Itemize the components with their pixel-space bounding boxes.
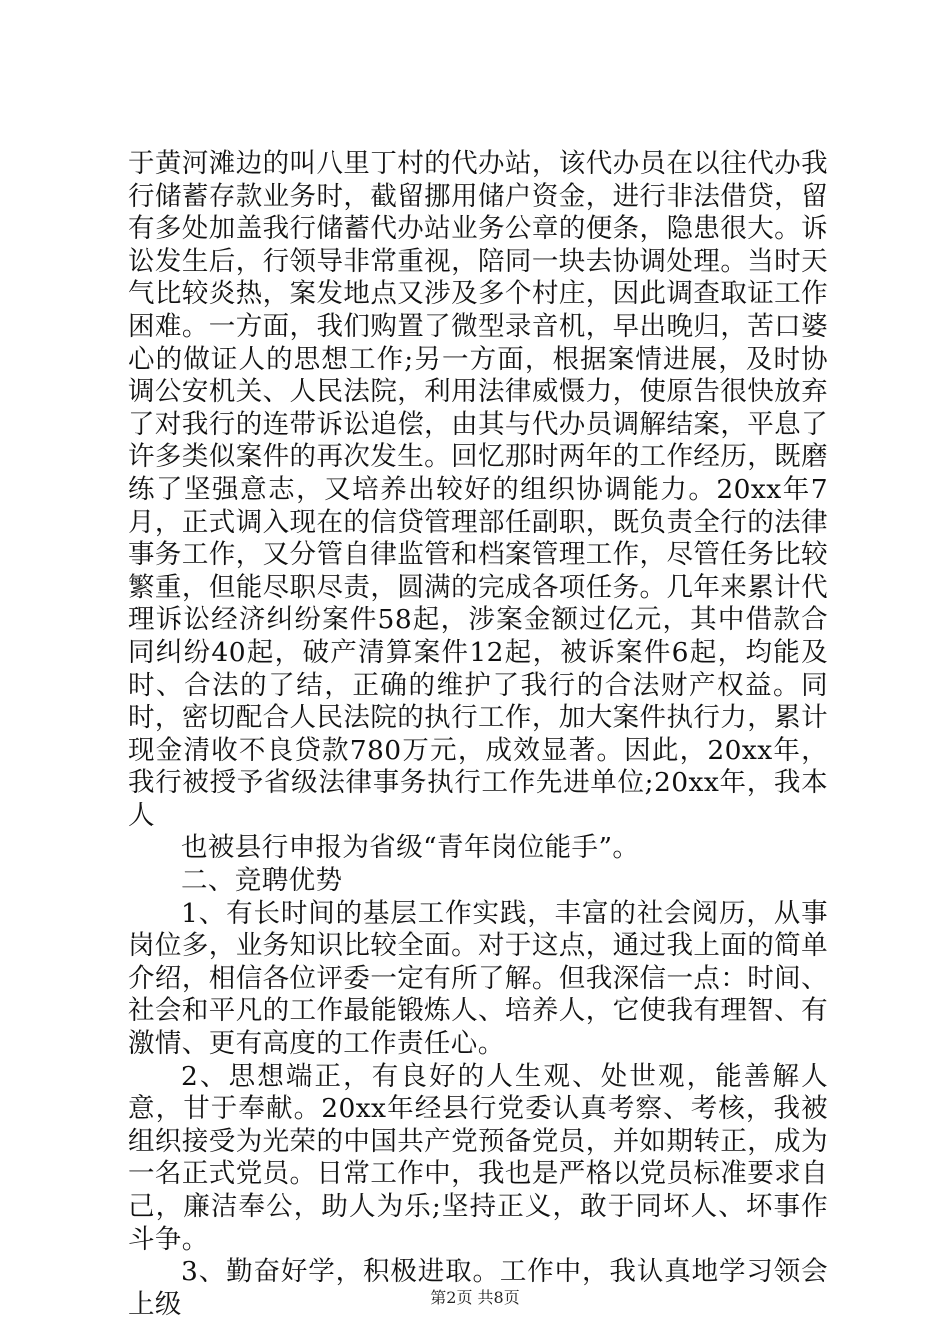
paragraph-case-history: 于黄河滩边的叫八里丁村的代办站，该代办员在以往代办我行储蓄存款业务时，截留挪用储户资金，进行非法借贷，留有多处加盖我行储蓄代办站业务公章的便条，隐患很大。诉讼发生后，行领导非常重视，陪同一块去协调处理。当时天气比较炎热，案发地点又涉及多个村庄，因此调查取证工作困难。一方面，我们购置了微型录音机，早出晚归，苦口婆心的做证人的思想工作;另一方面，根据案情进展，及时协调公安机关、人民法院，利用法律威慑力，使原告很快放弃了对我行的连带诉讼追偿，由其与代办员调解结案，平息了许多类似案件的再次发生。回忆那时两年的工作经历，既磨练了坚强意志，又培养出较好的组织协调能力。20xx年7月，正式调入现在的信贷管理部任副职，既负责全行的法律事务工作，又分管自律监管和档案管理工作，尽管任务比较繁重，但能尽职尽责，圆满的完成各项任务。几年来累计代理诉讼经济纠纷案件58起，涉案金额过亿元，其中借款合同纠纷40起，破产清算案件12起，被诉案件6起，均能及时、合法的了结，正确的维护了我行的合法财产权益。同时，密切配合人民法院的执行工作，加大案件执行力，累计现金清收不良贷款780万元，成效显著。因此，20xx年，我行被授予省级法律事务执行工作先进单位;20xx年，我本人 — [128, 148, 828, 831]
paragraph-advantage-2: 2、思想端正，有良好的人生观、处世观，能善解人意，甘于奉献。20xx年经县行党委认真考察、考核，我被组织接受为光荣的中国共产党预备党员，并如期转正，成为一名正式党员。日常工作中，我也是严格以党员标准要求自己，廉洁奉公，助人为乐;坚持正义，敢于同坏人、坏事作斗争。 — [128, 1060, 828, 1255]
paragraph-advantage-1: 1、有长时间的基层工作实践，丰富的社会阅历，从事岗位多，业务知识比较全面。对于这点，通过我上面的简单介绍，相信各位评委一定有所了解。但我深信一点：时间、社会和平凡的工作最能锻炼人、培养人，它使我有理智、有激情、更有高度的工作责任心。 — [128, 897, 828, 1060]
paragraph-advantage-3: 3、勤奋好学，积极进取。工作中，我认真地学习领会上级 — [128, 1256, 828, 1320]
document-body — [128, 148, 828, 1321]
paragraph-award: 也被县行申报为省级“青年岗位能手”。 — [181, 832, 640, 864]
page-footer: 第2页 共8页 — [430, 1288, 520, 1307]
section-heading-advantages: 二、竞聘优势 — [181, 865, 343, 897]
